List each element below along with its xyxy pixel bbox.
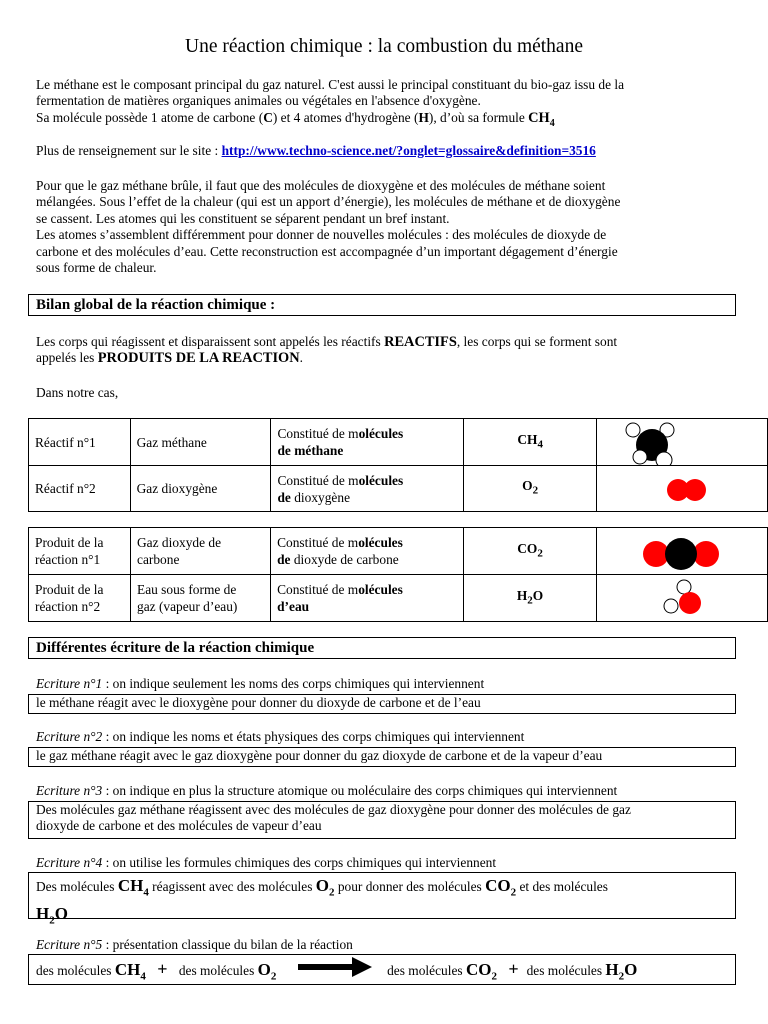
intro-line: Le méthane est le composant principal du gaz naturel. C'est aussi le principal constituant du bio-gaz issu de la [36,77,625,92]
ecriture-1-caption: Ecriture n°1 : on indique seulement les noms des corps chimiques qui interviennent [36,676,485,691]
hydrogen-atom [664,599,678,613]
plus-sign: + [508,959,519,979]
intro-paragraph [36,77,736,132]
info-line: Plus de renseignement sur le site : http://www.techno-science.net/?onglet=glossaire&definition=3516 [36,143,596,158]
hydrogen-atom [633,450,647,464]
ecriture-2-caption: Ecriture n°2 : on indique les noms et états physiques des corps chimiques qui interviennent [36,729,525,744]
produit-formula: $CO_2$ [464,528,597,575]
produit-label: Produit de la réaction n°2 [29,575,131,622]
produit-name: Eau sous forme de gaz (vapeur d’eau) [131,575,271,622]
produit-name: Gaz dioxyde de carbone [131,528,271,575]
case-label: Dans notre cas, [36,385,119,400]
explanation-paragraph [36,178,736,276]
reaction-arrow-icon [298,957,372,987]
explanation-line: Pour que le gaz méthane brûle, il faut que des molécules de dioxygène et des molécules de méthane soient [36,178,606,193]
reactifs-table [28,418,768,512]
reactif-label: Réactif n°2 [29,466,131,512]
info-link[interactable]: http://www.techno-science.net/?onglet=glossaire&definition=3516 [221,143,596,158]
reactifs-definition: Les corps qui réagissent et disparaissent sont appelés les réactifs REACTIFS, les corps qui se forment sont appelés les PRODUITS DE LA REACTION. [36,334,618,367]
table-row [29,528,768,575]
explanation-line: sous forme de chaleur. [36,260,157,276]
ecriture-5-box: des molécules $CH_4$ + des molécules $O_2$ des molécules $CO_2$ + des molécules $H_2O$ [28,954,736,985]
methane-molecule-icon [596,419,767,466]
water-molecule-icon [596,575,767,622]
hydrogen-atom [626,423,640,437]
produit-description: Constitué de molécules d’eau [271,575,464,622]
table-row [29,575,768,622]
reactif-description: Constitué de molécules de dioxygène [271,466,464,512]
hydrogen-atom [656,452,672,465]
ecriture-3-caption: Ecriture n°3 : on indique en plus la structure atomique ou moléculaire des corps chimiques qui interviennent [36,783,618,798]
reactif-description: Constitué de molécules de méthane [271,419,464,466]
ecriture-4-box: Des molécules $CH_4$ réagissent avec des molécules $O_2$ pour donner des molécules $CO_2$ et des molécules $H_2O$ [28,872,736,919]
explanation-line: Les atomes s’assemblent différemment pour donner de nouvelles molécules : des molécules de dioxyde de [36,227,607,243]
co2-molecule-icon [596,528,767,575]
oxygen-atom [684,479,706,501]
reactif-formula: $CH_4$ [464,419,597,466]
page-title: Une réaction chimique : la combustion du méthane [184,36,583,57]
explanation-line: carbone et des molécules d’eau. Cette reconstruction est accompagnée d’un important dégagement d’énergie [36,243,618,259]
dioxygen-molecule-icon [596,466,767,512]
explanation-line: mélangées. Sous l’effet de la chaleur (qui est un apport d’énergie), les molécules de méthane et de dioxygène [36,194,621,210]
reactif-formula: $O_2$ [464,466,597,512]
intro-line: fermentation de matières organiques animales ou végétales en l'absence d'oxygène. [36,93,481,109]
ecriture-2-box: le gaz méthane réagit avec le gaz dioxygène pour donner du gaz dioxyde de carbone et de la vapeur d’eau [28,747,736,767]
produit-formula: $H_2O$ [464,575,597,622]
section-heading-bilan: Bilan global de la réaction chimique : [28,294,736,316]
produit-description: Constitué de molécules de dioxyde de carbone [271,528,464,575]
explanation-line: se cassent. Les atomes qui les constituent se séparent pendant un bref instant. [36,210,450,226]
plus-sign: + [157,959,168,979]
section-heading-ecritures: Différentes écriture de la réaction chimique [28,637,736,659]
table-row [29,466,768,512]
carbon-atom [665,538,697,570]
hydrogen-atom [677,580,691,594]
ecriture-5-caption: Ecriture n°5 : présentation classique du bilan de la réaction [36,937,353,952]
reactif-label: Réactif n°1 [29,419,131,466]
ecriture-4-caption: Ecriture n°4 : on utilise les formules chimiques des corps chimiques qui interviennent [36,855,497,870]
table-row [29,419,768,466]
oxygen-atom [679,592,701,614]
produit-label: Produit de la réaction n°1 [29,528,131,575]
intro-line: Sa molécule possède 1 atome de carbone (C) et 4 atomes d'hydrogène (H), d’où sa formule $CH_4$ [36,109,555,129]
produits-table [28,527,768,622]
ecriture-3-box: Des molécules gaz méthane réagissent avec des molécules de gaz dioxygène pour donner des molécules de gaz dioxyde de carbone et des molécules de vapeur d’eau [28,801,736,839]
ecriture-1-box: le méthane réagit avec le dioxygène pour donner du dioxyde de carbone et de l’eau [28,694,736,714]
reactif-name: Gaz méthane [130,419,271,466]
reactif-name: Gaz dioxygène [130,466,271,512]
